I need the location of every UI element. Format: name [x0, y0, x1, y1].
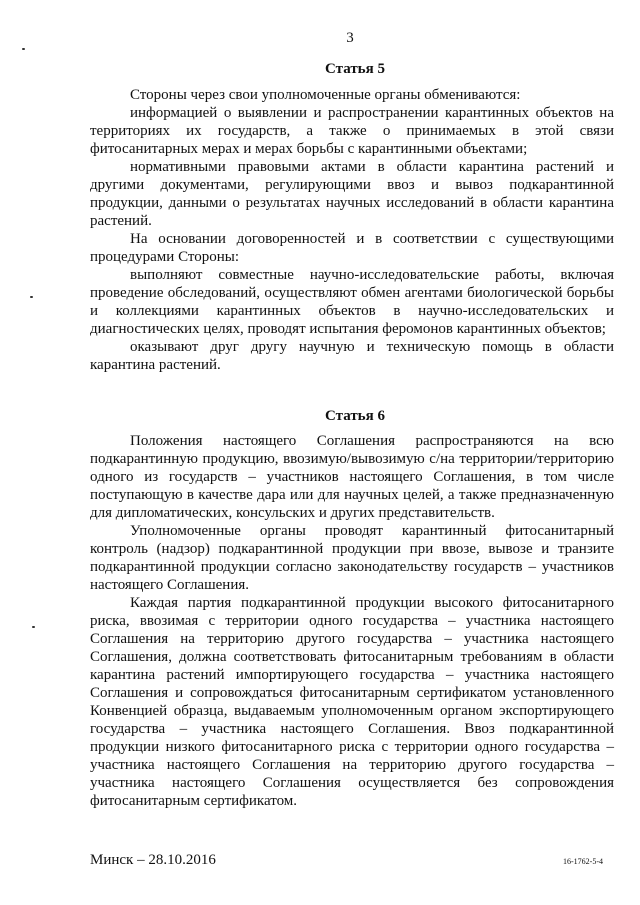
scan-mark [22, 48, 25, 50]
article-5-paragraph: выполняют совместные научно-исследовательские работы, включая проведение обследований, осуществляют обмен агентами биологической борьбы и коллекциями карантинных объектов в научно-исследовательских и диагностических целях, проводят испытания феромонов карантинных объектов; [90, 267, 614, 337]
article-6-paragraph: Положения настоящего Соглашения распространяются на всю подкарантинную продукцию, ввозимую/вывозимую с/на территории/территорию одного из государств – участников настоящего Соглашения, в том числе поступающую в качестве дара или для научных целей, а также предназначенную для дипломатических, консульских и других представительств. [90, 433, 614, 521]
article-5-paragraph: оказывают друг другу научную и техническую помощь в области карантина растений. [90, 339, 614, 373]
article-5-paragraph: информацией о выявлении и распространении карантинных объектов на территориях их государств, а также о принимаемых в этой связи фитосанитарных мерах и мерах борьбы с карантинными объектами; [90, 105, 614, 157]
scan-mark [32, 626, 35, 628]
article-6-heading: Статья 6 [325, 408, 385, 424]
scan-mark [30, 296, 33, 298]
article-5-paragraph: На основании договоренностей и в соответствии с существующими процедурами Стороны: [90, 231, 614, 265]
footer-doc-code: 16-1762-5-4 [563, 857, 603, 866]
article-6-body [90, 432, 614, 810]
footer-place-date: Минск – 28.10.2016 [90, 852, 216, 868]
page-number: 3 [346, 30, 354, 46]
article-5-paragraph: Стороны через свои уполномоченные органы обмениваются: [130, 87, 521, 103]
article-5-paragraph: нормативными правовыми актами в области карантина растений и другими документами, регулирующими ввоз и вывоз подкарантинной продукции, данными о результатах научных исследований в области карантина растений. [90, 159, 614, 229]
article-6-paragraph: Уполномоченные органы проводят карантинный фитосанитарный контроль (надзор) подкарантинной продукции при ввозе, вывозе и транзите подкарантинной продукции согласно законодательству государств – участников настоящего Соглашения. [90, 523, 614, 593]
article-5-body [90, 86, 614, 374]
article-5-heading: Статья 5 [325, 61, 385, 77]
article-6-paragraph: Каждая партия подкарантинной продукции высокого фитосанитарного риска, ввозимая с территории одного государства – участника настоящего Соглашения на территорию другого государства – участника настоящего Соглашения, должна соответствовать фитосанитарным требованиям в области карантина растений импортирующего государства – участника настоящего Соглашения и сопровождаться фитосанитарным сертификатом установленного Конвенцией образца, выдаваемым уполномоченным органом экспортирующего государства – участника настоящего Соглашения. Ввоз подкарантинной продукции низкого фитосанитарного риска с территории одного государства – участника настоящего Соглашения на территорию другого государства – участника настоящего Соглашения осуществляется без сопровождения фитосанитарным сертификатом. [90, 595, 614, 809]
